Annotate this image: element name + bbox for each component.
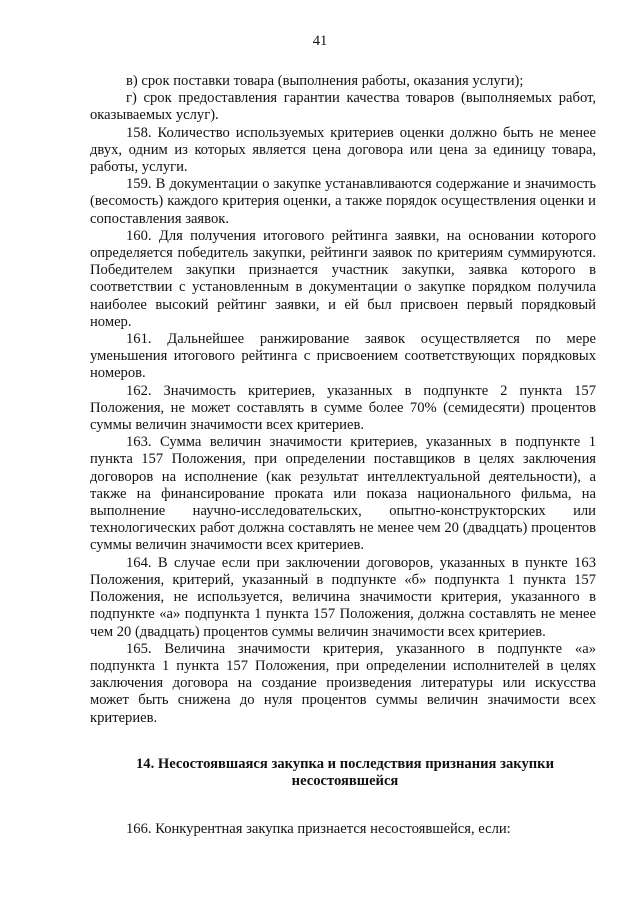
- document-body: [90, 73, 596, 838]
- paragraph-159: 159. В документации о закупке устанавливаются содержание и значимость (весомость) каждого критерия оценки, а также порядок осуществления оценки и сопоставления заявок.: [90, 176, 596, 227]
- paragraph-158: 158. Количество используемых критериев оценки должно быть не менее двух, одним из которых является цена договора или цена за единицу товара, работы, услуги.: [90, 124, 596, 176]
- paragraph-166: 166. Конкурентная закупка признается несостоявшейся, если:: [126, 821, 511, 838]
- paragraph-165: 165. Величина значимости критерия, указанного в подпункте «а» подпункта 1 пункта 157 Положения, при определении исполнителей в целях заключения договора на создание произведения литературы или искусства может быть снижена до нуля процентов суммы величин значимости всех критериев.: [90, 640, 596, 726]
- paragraph-163: 163. Сумма величин значимости критериев, указанных в подпункте 1 пункта 157 Положения, при определении поставщиков в целях заключения договоров на исполнение (как результат интеллектуальной деятельности), а также на финансирование проката или показа национального фильма, на выполнение научно-исследовательских, опытно-конструкторских или технологических работ должна составлять не менее чем 20 (двадцать) процентов суммы величин значимости всех критериев.: [90, 434, 596, 554]
- section-heading-line-2: несостоявшейся: [291, 772, 399, 789]
- paragraph-161: 161. Дальнейшее ранжирование заявок осуществляется по мере уменьшения итогового рейтинга с присвоением соответствующих порядковых номеров.: [90, 331, 596, 382]
- paragraph-item-v: в) срок поставки товара (выполнения работы, оказания услуги);: [126, 73, 524, 89]
- page-number: 41: [312, 33, 328, 49]
- paragraph-160: 160. Для получения итогового рейтинга заявки, на основании которого определяется победитель закупки, рейтинги заявок по критериям суммируются. Победителем закупки признается участник закупки, заявка которого в соответствии с установленным в документации о закупке порядком получила наиболее высокий рейтинг заявки, и ей был присвоен первый порядковый номер.: [90, 227, 596, 330]
- paragraph-164: 164. В случае если при заключении договоров, указанных в пункте 163 Положения, критерий, указанный в подпункте «б» подпункта 1 пункта 157 Положения, не используется, величина значимости критерия, указанного в подпункте «а» подпункта 1 пункта 157 Положения, должна составлять не менее чем 20 (двадцать) процентов суммы величин значимости всех критериев.: [90, 554, 596, 640]
- paragraph-162: 162. Значимость критериев, указанных в подпункте 2 пункта 157 Положения, не может составлять в сумме более 70% (семидесяти) процентов суммы величин значимости всех критериев.: [90, 382, 596, 434]
- section-heading: [90, 756, 596, 790]
- paragraph-item-g: г) срок предоставления гарантии качества товаров (выполняемых работ, оказываемых услуг).: [90, 90, 596, 124]
- section-heading-line-1: 14. Несостоявшаяся закупка и последствия признания закупки: [136, 755, 554, 772]
